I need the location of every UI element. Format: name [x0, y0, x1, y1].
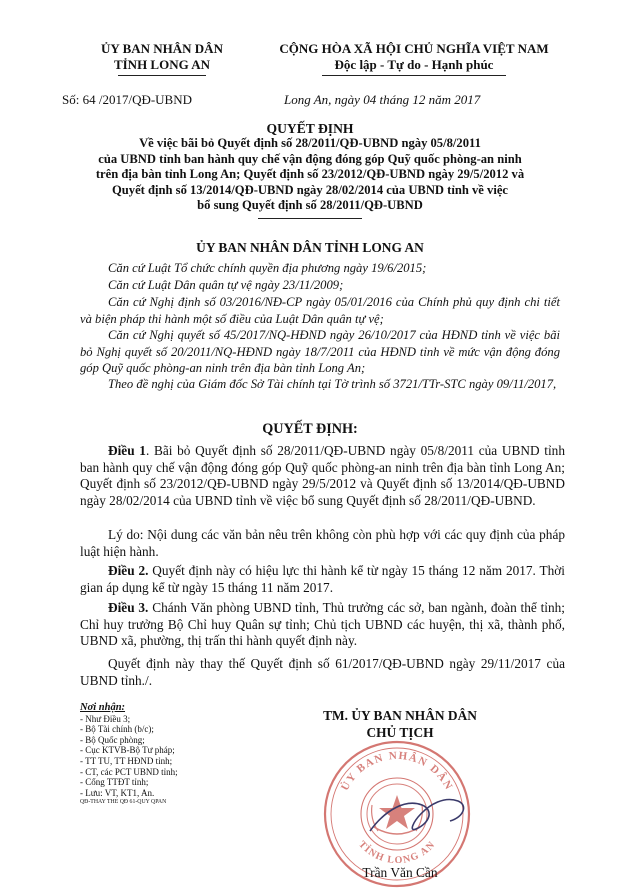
seal-text-top: ỦY BAN NHÂN DÂN — [338, 749, 456, 793]
recipient-item: - TT TU, TT HĐND tỉnh; — [80, 755, 173, 766]
title-summary — [60, 136, 560, 214]
issuing-authority: ỦY BAN NHÂN DÂN TỈNH LONG AN — [196, 240, 424, 255]
title-underline — [258, 218, 362, 219]
document-number: Số: 64 /2017/QĐ-UBND — [62, 92, 193, 107]
recipient-item: - Bộ Quốc phòng; — [80, 734, 145, 745]
article-2 — [80, 563, 565, 596]
place-date: Long An, ngày 04 tháng 12 năm 2017 — [284, 92, 481, 107]
agency-underline — [118, 75, 206, 76]
article-1-text: . Bãi bỏ Quyết định số 28/2011/QĐ-UBND ngày 05/8/2011 của UBND tỉnh ban hành quy chế vận động đóng góp Quỹ quốc phòng-an ninh trên địa bàn tỉnh Long An; Quyết định số 23/2012/QĐ-UBND ngày 29/5/2012 và Quyết định số 13/2014/QĐ-UBND ngày 28/02/2014 của UBND tỉnh về việc bổ sung Quyết định số 28/2011/QĐ-UBND. — [80, 443, 565, 508]
replacement-clause: Quyết định này thay thế Quyết định số 61/2017/QĐ-UBND ngày 29/11/2017 của UBND tỉnh./. — [80, 656, 565, 688]
recipient-item: - Lưu: VT, KT1, An. — [80, 787, 155, 798]
nation-line-2: Độc lập - Tự do - Hạnh phúc — [334, 57, 494, 72]
state-emblem-icon — [367, 784, 427, 844]
basis-item: Căn cứ Luật Dân quân tự vệ ngày 23/11/2009; — [108, 278, 344, 292]
seal-text-bottom: TỈNH LONG AN — [356, 838, 438, 867]
summary-line: Quyết định số 13/2014/QĐ-UBND ngày 28/02/2014 của UBND tỉnh về việc — [111, 182, 509, 197]
recipient-item: - Như Điều 3; — [80, 713, 131, 724]
article-3 — [80, 600, 565, 650]
recipient-item: - Cục KTVB-Bộ Tư pháp; — [80, 745, 175, 756]
basis-item: Theo đề nghị của Giám đốc Sở Tài chính tại Tờ trình số 3721/TTr-STC ngày 09/11/2017, — [108, 377, 557, 391]
article-1-reason: Lý do: Nội dung các văn bản nêu trên không còn phù hợp với các quy định của pháp luật hiện hành. — [80, 527, 565, 559]
signature-line-1: TM. ỦY BAN NHÂN DÂN — [323, 708, 477, 723]
article-1 — [80, 443, 565, 509]
nation-underline — [322, 75, 506, 76]
recipients-title: Nơi nhận: — [80, 702, 126, 713]
recipient-item: - Cổng TTĐT tỉnh; — [80, 777, 149, 788]
agency-line-2: TỈNH LONG AN — [113, 57, 211, 72]
basis-item: Căn cứ Luật Tổ chức chính quyền địa phương ngày 19/6/2015; — [108, 261, 427, 275]
svg-text:ỦY BAN NHÂN DÂN — [339, 750, 455, 793]
article-3-label: Điều 3. — [108, 600, 149, 615]
article-1-label: Điều 1 — [108, 443, 146, 458]
svg-text:TỈNH LONG AN — [356, 839, 438, 866]
signer-name: Trần Văn Cần — [362, 865, 438, 880]
summary-line: của UBND tỉnh ban hành quy chế vận động đóng góp Quỹ quốc phòng-an ninh — [98, 151, 522, 166]
summary-line: Về việc bãi bỏ Quyết định số 28/2011/QĐ-UBND ngày 05/8/2011 — [139, 136, 481, 150]
agency-line-1: ỦY BAN NHÂN DÂN — [101, 41, 223, 56]
basis-item: Căn cứ Nghị quyết số 45/2017/NQ-HĐND ngày 26/10/2017 của HĐND tỉnh về việc bãi bỏ Nghị quyết số 20/2011/NQ-HĐND ngày 18/7/2011 của HĐND tỉnh về mức vận động đóng góp Quỹ quốc phòng-an ninh trên địa bàn tỉnh Long An; — [80, 328, 560, 376]
recipients-block — [80, 703, 280, 806]
nation-line-1: CỘNG HÒA XÃ HỘI CHỦ NGHĨA VIỆT NAM — [279, 41, 549, 56]
recipient-item: - Bộ Tài chính (b/c); — [80, 724, 154, 735]
summary-line: trên địa bàn tỉnh Long An; Quyết định số 23/2012/QĐ-UBND ngày 29/5/2012 và — [95, 167, 525, 182]
signature-line-2: CHỦ TỊCH — [366, 725, 434, 740]
recipient-item: - CT, các PCT UBND tỉnh; — [80, 766, 178, 777]
decision-heading: QUYẾT ĐỊNH: — [262, 421, 358, 437]
article-2-label: Điều 2. — [108, 563, 149, 578]
article-2-text: Quyết định này có hiệu lực thi hành kể từ ngày 15 tháng 12 năm 2017. Thời gian áp dụng kể từ ngày 15 tháng 11 năm 2017. — [80, 563, 565, 595]
handwritten-signature — [370, 800, 464, 831]
file-reference: QĐ-THAY THE QĐ 61-QUY QPAN — [80, 799, 167, 806]
summary-line: bổ sung Quyết định số 28/2011/QĐ-UBND — [197, 198, 423, 213]
document-title: QUYẾT ĐỊNH — [266, 121, 354, 136]
basis-item: Căn cứ Nghị định số 03/2016/NĐ-CP ngày 05/01/2016 của Chính phủ quy định chi tiết và biện pháp thi hành một số điều của Luật Dân quân tự vệ; — [80, 295, 560, 326]
article-3-text: Chánh Văn phòng UBND tỉnh, Thủ trưởng các sở, ban ngành, đoàn thể tỉnh; Chỉ huy trưởng Bộ Chỉ huy Quân sự tỉnh; Chủ tịch UBND các huyện, thị xã, thành phố, UBND xã, phường, thị trấn thi hành quyết định này. — [80, 600, 565, 649]
